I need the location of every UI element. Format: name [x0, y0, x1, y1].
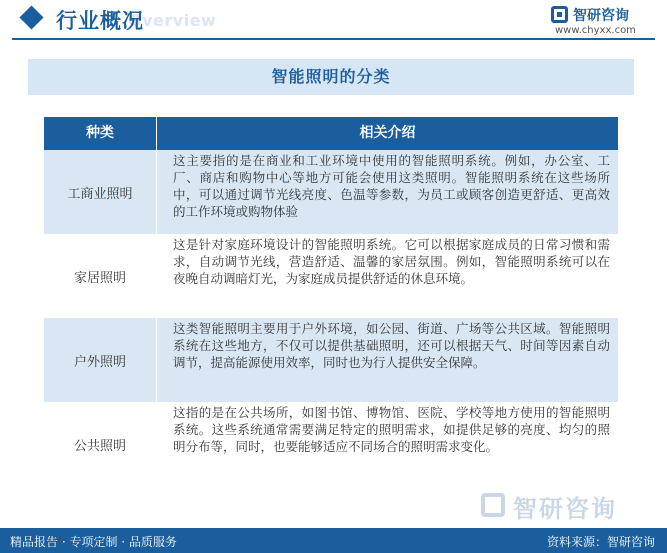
table-row	[44, 318, 618, 402]
header	[0, 0, 667, 40]
logo-mark-icon	[551, 6, 568, 23]
column-header-description: 相关介绍	[156, 117, 618, 150]
footer	[0, 528, 667, 553]
table-row	[44, 150, 618, 234]
row-description: 这指的是在公共场所，如图书馆、博物馆、医院、学校等地方使用的智能照明系统。这些系统通常需要满足特定的照明需求，如提供足够的亮度、均匀的照明分布等，同时，也要能够适应不同场合的照明需求变化。	[156, 402, 618, 486]
brand-logo[interactable]	[551, 3, 651, 43]
row-description: 这是针对家庭环境设计的智能照明系统。它可以根据家庭成员的日常习惯和需求，自动调节光线，营造舒适、温馨的家居氛围。例如，智能照明系统可以在夜晚自动调暗灯光，为家庭成员提供舒适的休息环境。	[156, 234, 618, 318]
watermark-logo-icon	[481, 493, 505, 517]
classification-table	[44, 117, 618, 486]
row-category: 公共照明	[73, 438, 126, 454]
table-row	[44, 234, 618, 318]
diamond-icon	[19, 5, 43, 29]
row-category: 家居照明	[73, 270, 126, 286]
row-category: 工商业照明	[67, 186, 133, 202]
row-category: 户外照明	[73, 354, 126, 370]
header-divider	[12, 38, 655, 40]
logo-name: 智研咨询	[573, 8, 629, 24]
table-row	[44, 402, 618, 486]
footer-slogan: 精品报告 · 专项定制 · 品质服务	[10, 535, 177, 549]
table-title: 智能照明的分类	[28, 59, 634, 95]
watermark-logo	[481, 491, 651, 521]
page-title: 行业概况	[56, 9, 144, 33]
watermark-english: Overview	[128, 11, 217, 30]
logo-url[interactable]: www.chyxx.com	[555, 25, 636, 36]
watermark-logo-text: 智研咨询	[513, 495, 617, 523]
row-description: 这主要指的是在商业和工业环境中使用的智能照明系统。例如，办公室、工厂、商店和购物中心等地方可能会使用这类照明。智能照明系统在这些场所中，可以通过调节光线亮度、色温等参数，为员工或顾客创造更舒适、更高效的工作环境或购物体验	[156, 150, 618, 234]
footer-source: 资料来源：智研咨询	[546, 535, 655, 549]
row-description: 这类智能照明主要用于户外环境，如公园、街道、广场等公共区域。智能照明系统在这些地方，不仅可以提供基础照明，还可以根据天气、时间等因素自动调节，提高能源使用效率，同时也为行人提供安全保障。	[156, 318, 618, 402]
column-header-category: 种类	[86, 125, 114, 141]
table-header	[44, 117, 618, 150]
